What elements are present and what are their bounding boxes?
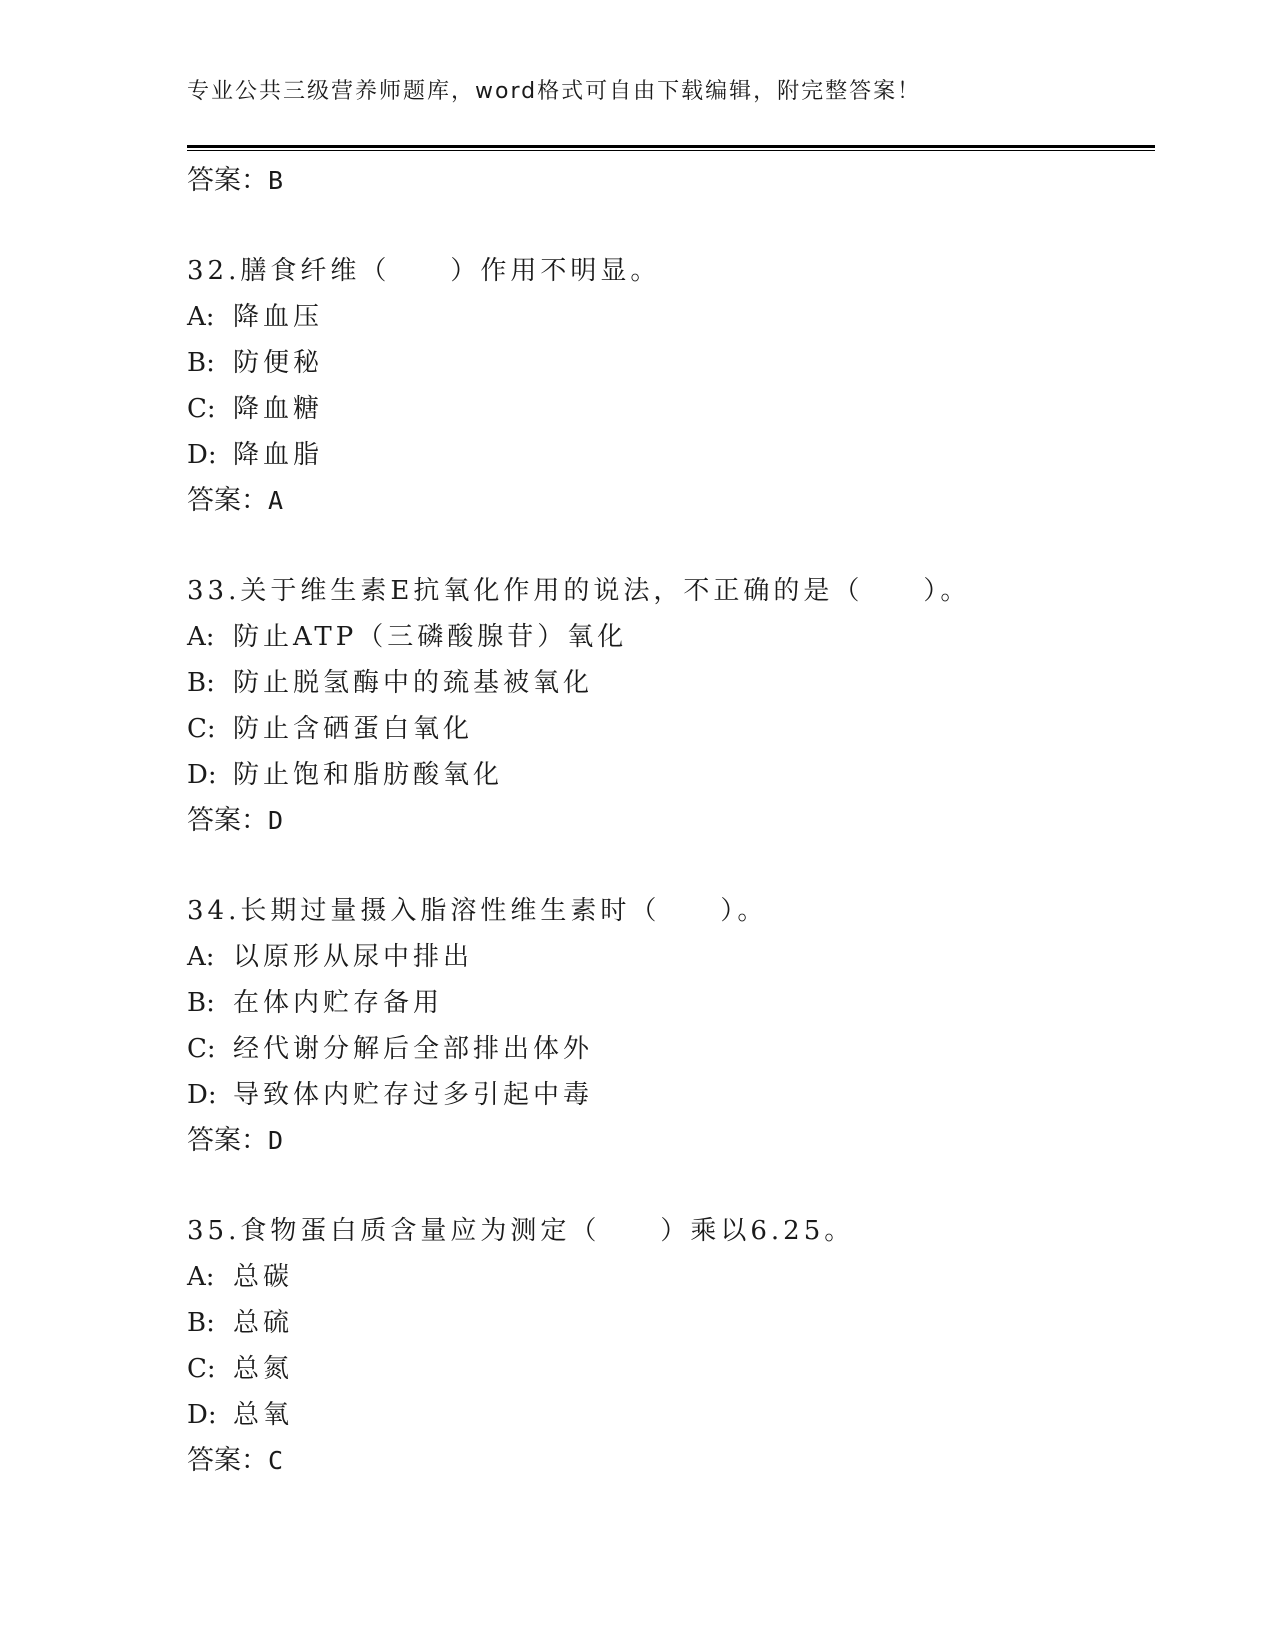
option-text: 总氧 <box>233 1400 294 1430</box>
option-a <box>187 1254 1155 1300</box>
question-34 <box>187 888 1155 1164</box>
option-b <box>187 980 1155 1026</box>
question-35 <box>187 1208 1155 1484</box>
option-b <box>187 340 1155 386</box>
option-b <box>187 1300 1155 1346</box>
option-d <box>187 1072 1155 1118</box>
option-text: 降血压 <box>233 302 324 332</box>
answer-value: C <box>268 1446 284 1475</box>
option-text: 总碳 <box>233 1262 294 1292</box>
answer-label: 答案： <box>187 165 268 196</box>
option-letter: A: <box>187 622 215 652</box>
option-d <box>187 1392 1155 1438</box>
option-text: 导致体内贮存过多引起中毒 <box>233 1080 594 1110</box>
answer-value: A <box>268 486 284 515</box>
option-letter: C: <box>187 394 216 424</box>
header-divider <box>187 145 1155 151</box>
option-text: 防止脱氢酶中的巯基被氧化 <box>233 668 594 698</box>
option-c <box>187 386 1155 432</box>
previous-answer <box>187 158 1155 204</box>
question-32 <box>187 248 1155 524</box>
option-text: 防止ATP（三磷酸腺苷）氧化 <box>233 622 628 652</box>
option-d <box>187 432 1155 478</box>
option-letter: A: <box>187 302 215 332</box>
answer <box>187 798 1155 844</box>
answer-label: 答案： <box>187 1445 268 1476</box>
option-letter: C: <box>187 714 216 744</box>
option-text: 总氮 <box>233 1354 294 1384</box>
option-letter: D: <box>187 1080 217 1110</box>
option-c <box>187 1026 1155 1072</box>
answer-value: B <box>268 166 284 195</box>
answer-label: 答案： <box>187 485 268 516</box>
option-a <box>187 294 1155 340</box>
option-c <box>187 1346 1155 1392</box>
question-stem: 33.关于维生素E抗氧化作用的说法，不正确的是（ ）。 <box>187 576 971 606</box>
option-a <box>187 614 1155 660</box>
option-letter: C: <box>187 1354 216 1384</box>
option-letter: A: <box>187 942 215 972</box>
option-text: 以原形从尿中排出 <box>233 942 474 972</box>
option-letter: A: <box>187 1262 215 1292</box>
option-c <box>187 706 1155 752</box>
answer <box>187 478 1155 524</box>
answer <box>187 1438 1155 1484</box>
option-text: 降血糖 <box>233 394 324 424</box>
option-letter: D: <box>187 1400 217 1430</box>
answer <box>187 1118 1155 1164</box>
option-text: 降血脂 <box>233 440 324 470</box>
question-stem: 34.长期过量摄入脂溶性维生素时（ ）。 <box>187 896 768 926</box>
option-b <box>187 660 1155 706</box>
option-letter: B: <box>187 668 215 698</box>
question-33 <box>187 568 1155 844</box>
answer-label: 答案： <box>187 805 268 836</box>
option-d <box>187 752 1155 798</box>
option-text: 防便秘 <box>233 348 324 378</box>
option-text: 在体内贮存备用 <box>233 988 444 1018</box>
answer-value: D <box>268 1126 284 1155</box>
option-letter: B: <box>187 348 215 378</box>
question-stem: 35.食物蛋白质含量应为测定（ ）乘以6.25。 <box>187 1216 855 1246</box>
option-letter: B: <box>187 988 215 1018</box>
question-list <box>187 158 1155 1484</box>
option-text: 总硫 <box>233 1308 294 1338</box>
question-stem: 32.膳食纤维（ ）作用不明显。 <box>187 256 661 286</box>
option-text: 防止含硒蛋白氧化 <box>233 714 474 744</box>
option-letter: D: <box>187 760 217 790</box>
option-a <box>187 934 1155 980</box>
option-text: 防止饱和脂肪酸氧化 <box>233 760 504 790</box>
option-letter: C: <box>187 1034 216 1064</box>
page-header: 专业公共三级营养师题库，word格式可自由下载编辑，附完整答案！ <box>187 79 922 104</box>
option-text: 经代谢分解后全部排出体外 <box>233 1034 594 1064</box>
answer-label: 答案： <box>187 1125 268 1156</box>
answer-value: D <box>268 806 284 835</box>
option-letter: D: <box>187 440 217 470</box>
option-letter: B: <box>187 1308 215 1338</box>
